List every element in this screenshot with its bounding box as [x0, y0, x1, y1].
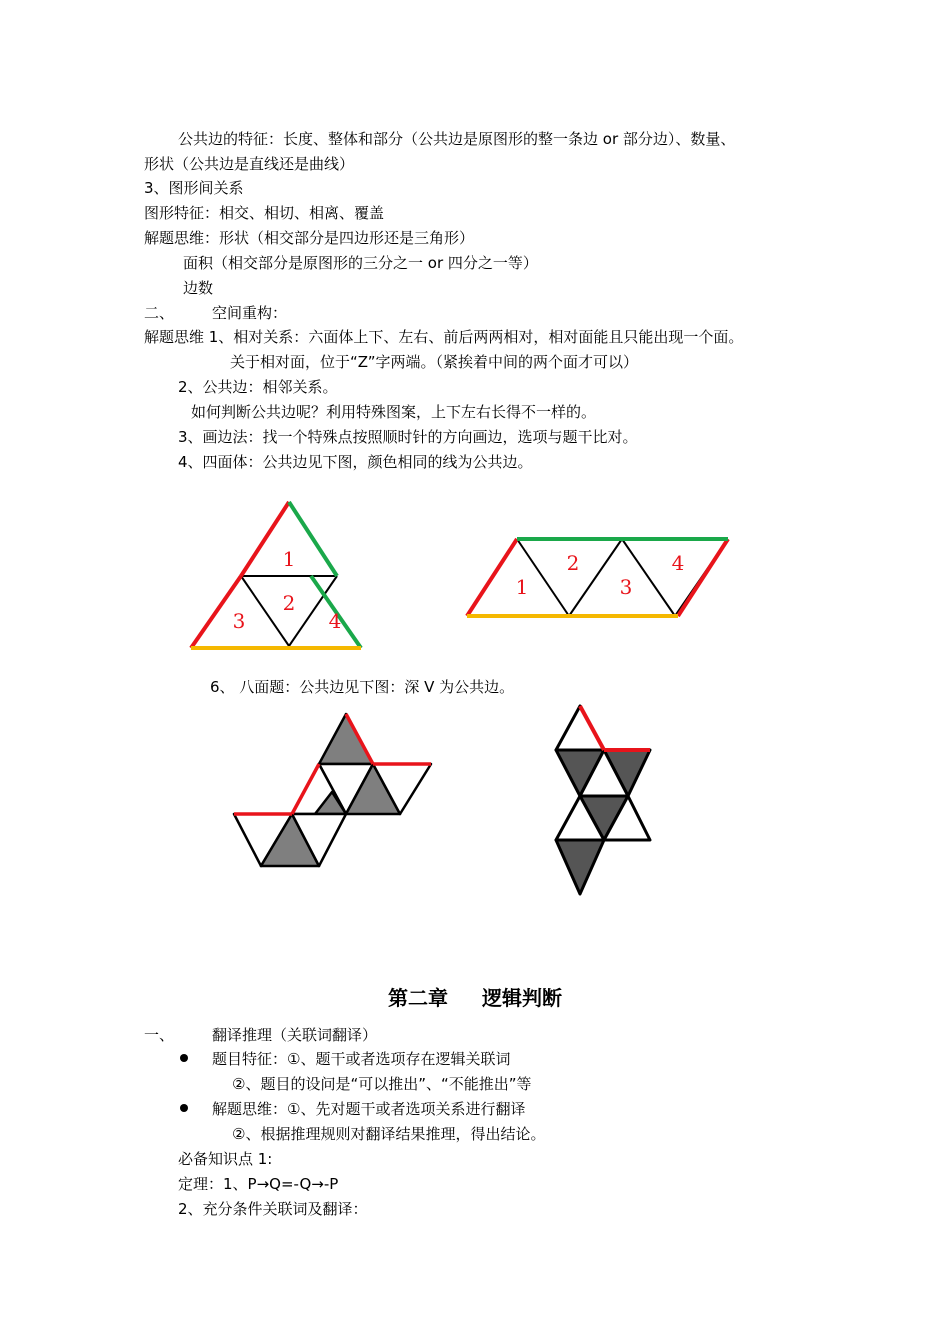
text-line: 边数 — [183, 279, 214, 297]
text-line: 定理：1、P→Q=-Q→-P — [178, 1175, 339, 1193]
tetrahedron-strip-net — [462, 532, 737, 622]
chapter-number: 第二章 — [388, 986, 448, 1010]
face-label: 3 — [232, 609, 246, 633]
text-line: 如何判断公共边呢？利用特殊图案，上下左右长得不一样的。 — [191, 403, 597, 421]
edge-red — [678, 539, 728, 616]
octahedron-net-b — [548, 700, 658, 905]
edge-red — [467, 539, 517, 616]
text-line: 形状（公共边是直线还是曲线） — [144, 155, 355, 173]
octahedron-net-a — [228, 710, 438, 872]
text-line: 3、图形间关系 — [144, 179, 244, 197]
face-label: 2 — [566, 551, 580, 575]
text-line: 解题思维 1、相对关系：六面体上下、左右、前后两两相对，相对面能且只能出现一个面。 — [144, 328, 744, 346]
section-heading: 空间重构： — [212, 304, 288, 322]
section-number: 二、 — [144, 304, 175, 322]
text-line: 3、画边法：找一个特殊点按照顺时针的方向画边，选项与题干比对。 — [178, 428, 638, 446]
face-label: 2 — [282, 591, 296, 615]
text-line: 解题思维：①、先对题干或者选项关系进行翻译 — [212, 1100, 526, 1118]
text-line: 必备知识点 1: — [178, 1150, 273, 1168]
text-line: 4、四面体：公共边见下图，颜色相同的线为公共边。 — [178, 453, 533, 471]
text-line: ②、根据推理规则对翻译结果推理，得出结论。 — [232, 1125, 546, 1143]
text-line: 2、充分条件关联词及翻译： — [178, 1200, 368, 1218]
chapter-title — [0, 985, 950, 1011]
chapter-name: 逻辑判断 — [482, 986, 562, 1010]
text-line: 解题思维：形状（相交部分是四边形还是三角形） — [144, 229, 475, 247]
face-label: 4 — [328, 609, 342, 633]
text-line: 2、公共边：相邻关系。 — [178, 378, 338, 396]
edge-green — [289, 502, 337, 576]
text-line: 6、 八面题：公共边见下图：深 V 为公共边。 — [210, 678, 515, 696]
section-number: 一、 — [144, 1026, 175, 1044]
face-label: 3 — [619, 575, 633, 599]
bullet — [180, 1104, 188, 1112]
text-line: 面积（相交部分是原图形的三分之一 or 四分之一等） — [183, 254, 538, 272]
face-label: 1 — [515, 575, 529, 599]
tetrahedron-triangle-net — [185, 498, 365, 658]
text-line: ②、题目的设问是“可以推出”、“不能推出”等 — [232, 1075, 532, 1093]
text-line: 图形特征：相交、相切、相离、覆盖 — [144, 204, 385, 222]
text-line: 公共边的特征：长度、整体和部分（公共边是原图形的整一条边 or 部分边）、数量、 — [178, 130, 736, 148]
text-line: 关于相对面，位于“Z”字两端。（紧挨着中间的两个面才可以） — [230, 353, 639, 371]
section-heading: 翻译推理（关联词翻译） — [212, 1026, 378, 1044]
bullet — [180, 1054, 188, 1062]
text-line: 题目特征：①、题干或者选项存在逻辑关联词 — [212, 1050, 511, 1068]
face-label: 4 — [671, 551, 685, 575]
face-label: 1 — [282, 547, 296, 571]
